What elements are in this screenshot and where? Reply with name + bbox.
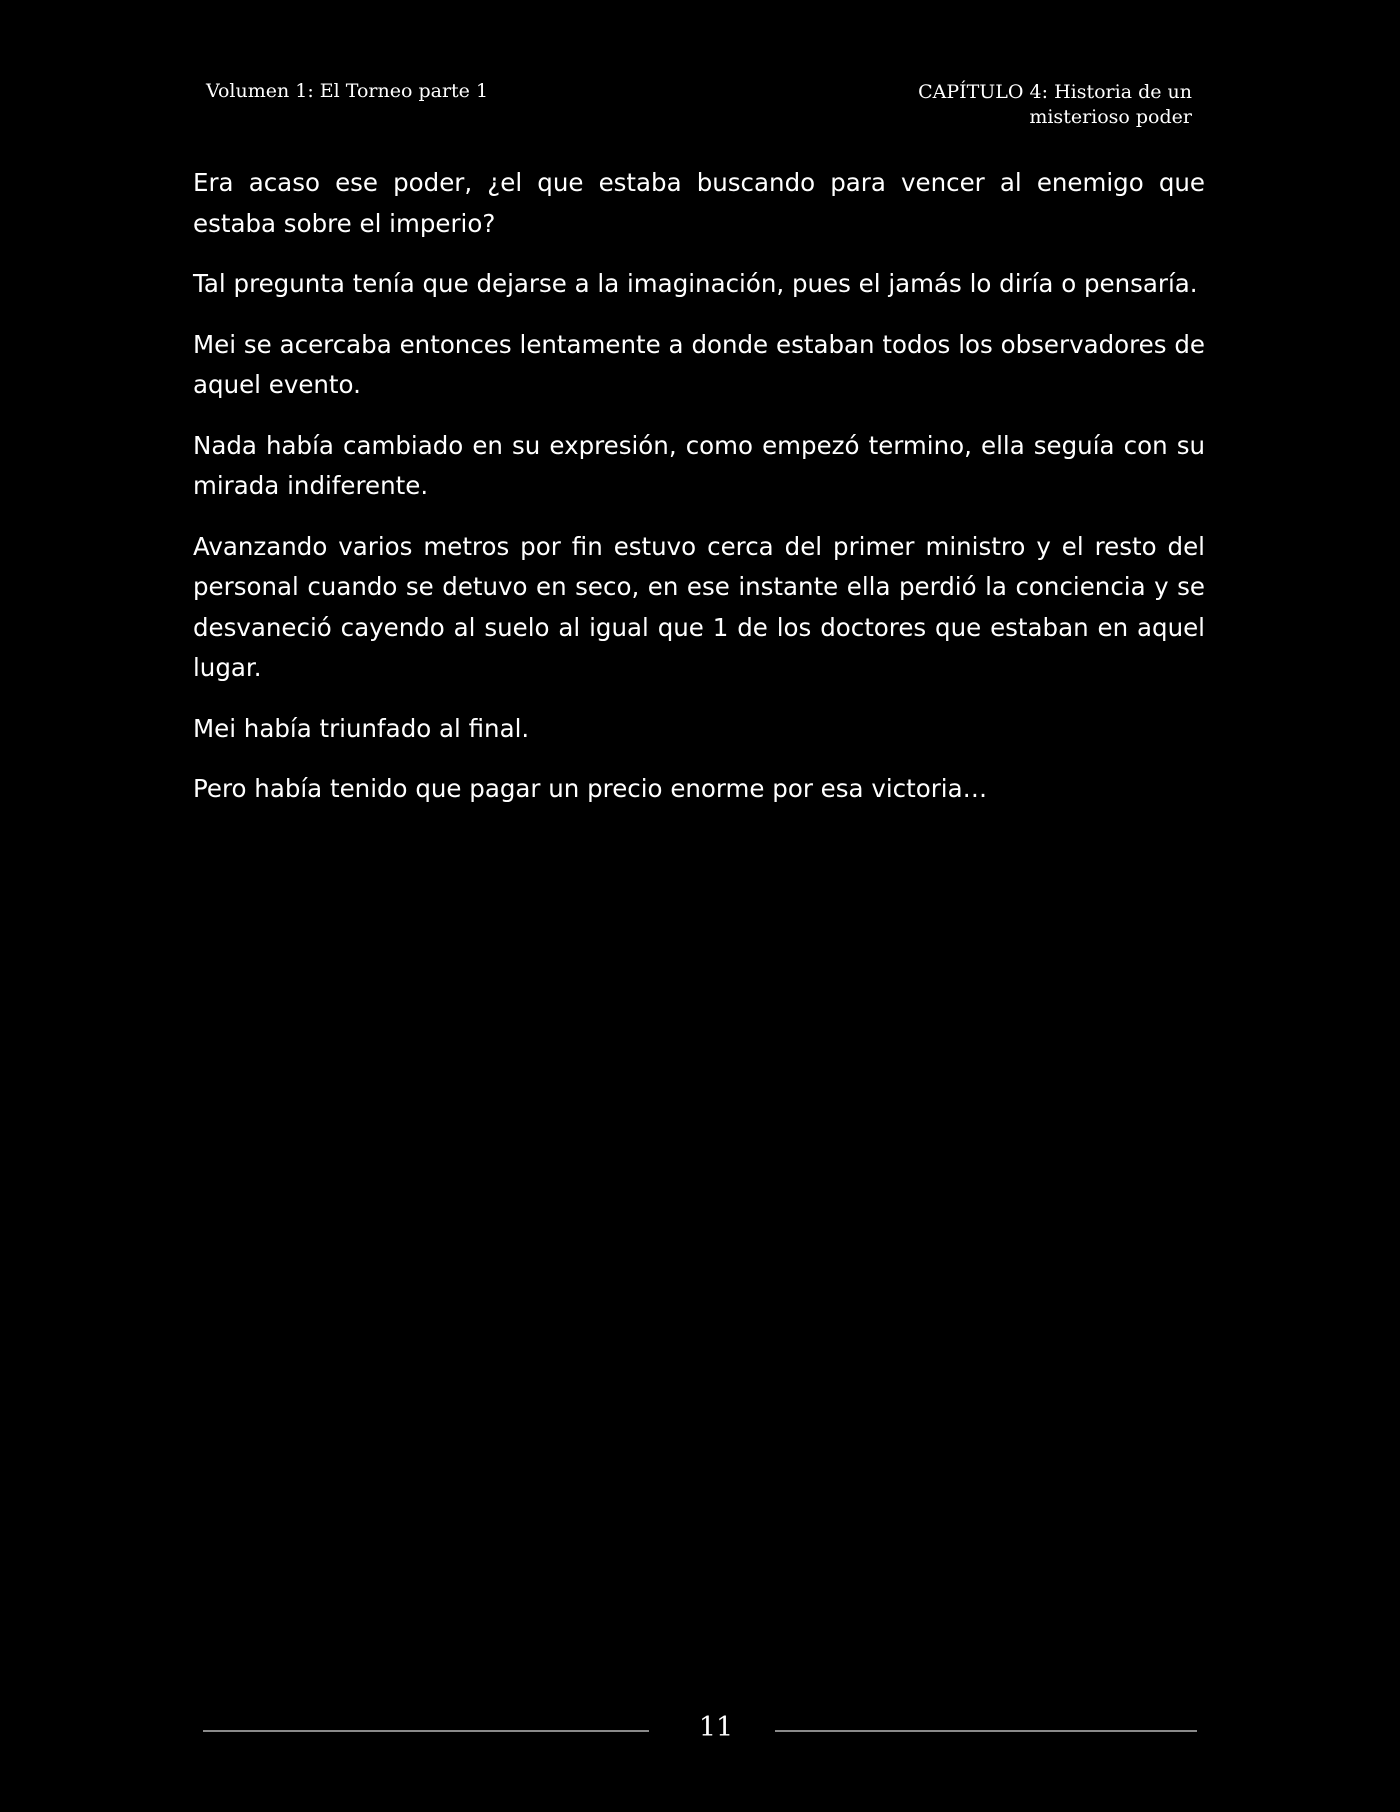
paragraph-4: Nada había cambiado en su expresión, como empezó termino, ella seguía con su mirada indiferente. <box>193 430 1205 500</box>
page-footer <box>203 1710 1197 1750</box>
page-number: 11 <box>698 1712 734 1743</box>
paragraph-7: Pero había tenido que pagar un precio enorme por esa victoria… <box>193 774 988 803</box>
chapter-title-line-1: CAPÍTULO 4: Historia de un <box>918 81 1192 103</box>
footer-rule-right <box>775 1730 1197 1732</box>
paragraph-3: Mei se acercaba entonces lentamente a donde estaban todos los observadores de aquel evento. <box>193 329 1205 399</box>
footer-rule-left <box>203 1730 649 1732</box>
volume-title: Volumen 1: El Torneo parte 1 <box>206 80 489 102</box>
chapter-title <box>892 80 1192 130</box>
paragraph-1: Era acaso ese poder, ¿el que estaba buscando para vencer al enemigo que estaba sobre el imperio? <box>193 168 1205 238</box>
chapter-title-line-2: misterioso poder <box>1029 106 1192 128</box>
paragraph-2: Tal pregunta tenía que dejarse a la imaginación, pues el jamás lo diría o pensaría. <box>193 269 1198 298</box>
paragraph-5: Avanzando varios metros por fin estuvo cerca del primer ministro y el resto del personal cuando se detuvo en seco, en ese instante ella perdió la conciencia y se desvaneció cayendo al suelo al igual que 1 de los doctores que estaban en aquel lugar. <box>193 531 1205 682</box>
page-body <box>193 163 1205 830</box>
paragraph-6: Mei había triunfado al final. <box>193 713 530 743</box>
